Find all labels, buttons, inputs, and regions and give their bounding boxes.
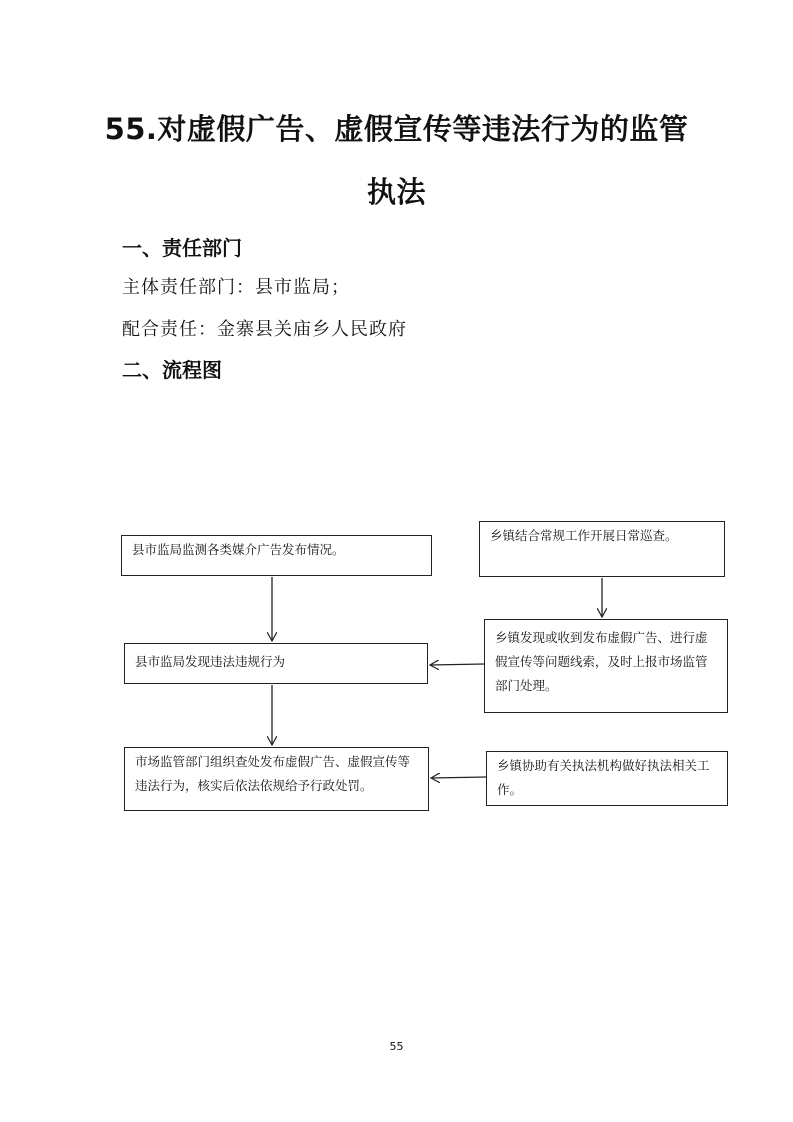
- section-heading-responsible-dept: 一、责任部门: [122, 236, 242, 260]
- flow-box-daily-patrol: 乡镇结合常规工作开展日常巡查。: [479, 521, 725, 577]
- document-title-line1: 55.对虚假广告、虚假宣传等违法行为的监管: [104, 112, 689, 146]
- document-title-line2: 执法: [366, 175, 426, 209]
- flow-box-report-clues: 乡镇发现或收到发布虚假广告、进行虚假宣传等问题线索，及时上报市场监管部门处理。: [484, 619, 728, 713]
- flow-box-assist-enforcement: 乡镇协助有关执法机构做好执法相关工作。: [486, 751, 728, 806]
- cooperating-dept: 配合责任：金寨县关庙乡人民政府: [122, 319, 407, 340]
- arrow-right2-to-left2: [430, 664, 484, 665]
- flow-box-monitor-ads: 县市监局监测各类媒介广告发布情况。: [121, 535, 432, 576]
- flow-box-investigate-punish: 市场监管部门组织查处发布虚假广告、虚假宣传等违法行为，核实后依法依规给予行政处罚。: [124, 747, 429, 811]
- section-heading-flowchart: 二、流程图: [122, 358, 222, 382]
- page-number: 55: [389, 1040, 404, 1053]
- main-responsible-dept: 主体责任部门：县市监局；: [122, 277, 350, 298]
- arrow-right3-to-left3: [431, 777, 486, 778]
- flow-box-find-violation: 县市监局发现违法违规行为: [124, 643, 428, 684]
